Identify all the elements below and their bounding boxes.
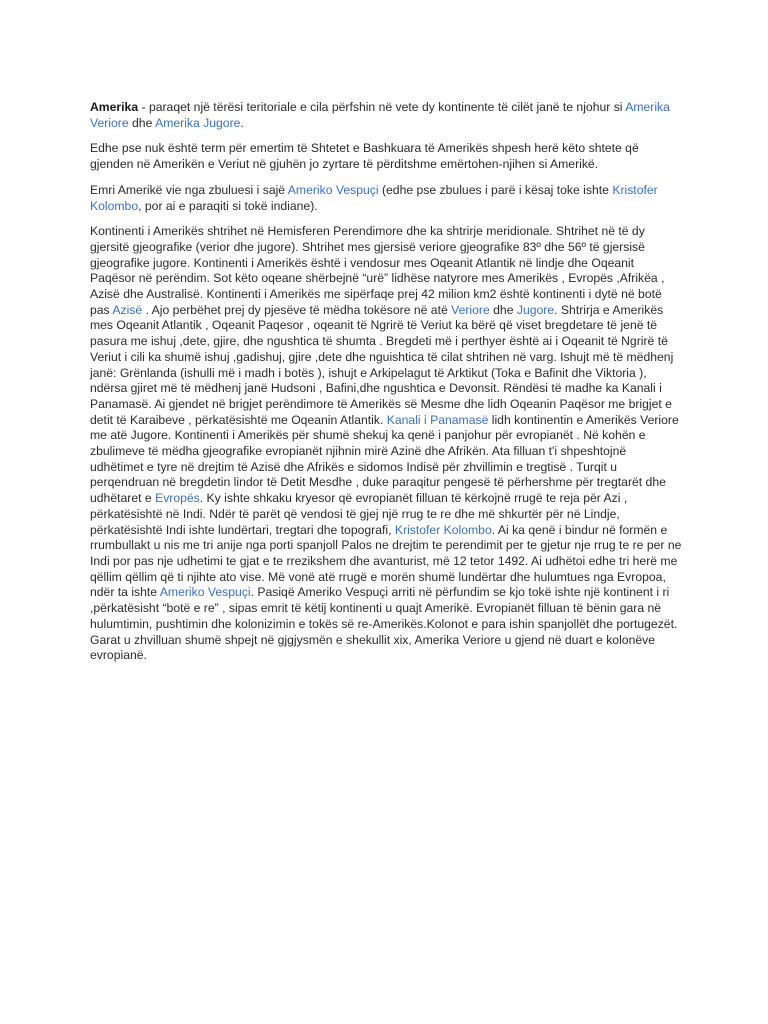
paragraph-text: Edhe pse nuk është term për emertim të Shtetet e Bashkuara të Amerikës shpesh herë këto shtete që gjenden në Amerikën e Veriut në gjuhën jo zyrtare të përditshme emërtohen-njihen si Amerikë. [90, 141, 639, 172]
paragraph-text: . Ai ka qenë i bindur në formën e rrumbullakt u nis me tri anije nga porti spanjoll Palos ne drejtim te perendimit per te gjetur nje rrug te re per ne Indi por pas nje udhetimi te gjat e te rrezikshem dhe avanturist, më 12 tetor 1492. Ai udhëtoi edhe tri herë me qëllim qëllim që ti njihte ato vise. Më vonë atë rrugë e morën shumë lundërtar dhe hulumtues nga Evropoa, ndër ta ishte [90, 522, 682, 600]
article-link[interactable]: Kristofer Kolombo [90, 182, 658, 213]
article-link[interactable]: Ameriko Vespuçi [159, 585, 251, 600]
article-link[interactable]: Kristofer Kolombo [394, 522, 492, 537]
paragraph-text: . Ky ishte shkaku kryesor që evropianët filluan të kërkojnë rrugë te reja për Azi , përkatësishtë në Indi. Ndër të parët që vendosi të gjej një rrug te re dhe më shkurtër për në Lindje, përkatësishtë Indi ishte lundërtari, tregtari dhe topografi, [90, 491, 628, 537]
paragraph-text: (edhe pse zbulues i parë i kësaj toke ishte [378, 182, 613, 197]
article-link[interactable]: Ameriko Vespuçi [287, 182, 379, 197]
paragraph-text: lidh kontinentin e Amerikës Veriore me atë Jugore. Kontinenti i Amerikës për shumë shekuj ka qenë i panjohur për evropianët . Në kohën e zbulimeve të mëdha gjeografike evropianët njihnin mirë Azinë dhe Afrikën. Ata filluan t'i shpeshtojnë udhëtimet e tyre në drejtim të Azisë dhe Afrikës e sidomos Indisë për zhvillimin e tregtisë . Turqit u perqendruan në bregdetin lindor të Detit Mesdhe , duke paraqitur pengesë të përhershme për tregtarët dhe udhëtaret e [90, 412, 679, 506]
article-link[interactable]: Veriore [451, 302, 490, 317]
paragraph-text: . [240, 115, 244, 130]
article-link[interactable]: Jugore [516, 302, 555, 317]
paragraph-text: Emri Amerikë vie nga zbuluesi i sajë [90, 182, 288, 197]
article-link[interactable]: Amerika Veriore [90, 100, 670, 130]
paragraph-text: . Shtrirja e Amerikës mes Oqeanit Atlantik , Oqeanit Paqesor , oqeanit të Ngrirë të Veriut ka bërë që viset bregdetare të jenë të pasura me ishuj ,dete, gjire, dhe ngushtica të shumta . Bregdeti më i perthyer është ai i Oqeanit të Ngrirë të Veriut i cili ka shumë ishuj ,gadishuj, gjire ,dete dhe nguishtica të cilat shtrihen në varg. Ishujt më të mëdhenj janë: Grënlanda (ishulli më i madh i botës ), ishujt e Arkipelagut të Arktikut (Toka e Bafinit dhe Viktoria ), ndërsa gjiret më të mëdhenj janë Hudsoni , Bafini,dhe ngushtica e Devonsit. Rëndësi të madhe ka Kanali i Panamasë. Ai gjendet në brigjet perëndimore të Amerikës së Mesme dhe lidh Oqeanin Paqësor me brigjet e detit të Karaibeve , përkatësishtë me Oqeanin Atlantik. [90, 302, 674, 427]
article-content [90, 100, 682, 664]
paragraph-text: - paraqet një tërësi teritoriale e cila përfshin në vete dy kontinente të cilët janë te njohur si [138, 100, 626, 114]
article-link[interactable]: Evropës [155, 491, 200, 506]
paragraph [90, 141, 682, 172]
paragraph-text: dhe [489, 302, 517, 317]
article-link[interactable]: Azisë [112, 302, 143, 317]
paragraph-text: dhe [128, 115, 156, 130]
article-link[interactable]: Kanali i Panamasë [386, 412, 489, 427]
document-body [90, 100, 682, 674]
paragraph-text: Kontinenti i Amerikës shtrihet në Hemisferen Perendimore dhe ka shtrirje meridionale. Shtrihet në të dy gjersitë gjeografike (verior dhe jugore). Shtrihet mes gjersisë veriore gjeografike 83º dhe 56º të gjersisë gjeografike jugore. Kontinenti i Amerikës është i vendosur mes Oqeanit Atlantik në lindje dhe Oqeanit Paqësor në perëndim. Sot këto oqeane shërbejnë “urë” lidhëse natyrore mes Amerikës , Evropës ,Afrikëa , Azisë dhe Australisë. Kontinenti i Amerikës me sipërfaqe prej 42 milion km2 është kontinenti i dytë në botë pas [90, 224, 665, 317]
article-title-term: Amerika [90, 100, 139, 114]
paragraph-text: . Pasiqë Ameriko Vespuçi arriti në përfundim se kjo tokë ishte një kontinent i ri ,përkatësisht “botë e re” , sipas emrit të këtij kontinenti u quajt Amerikë. Evropianët filluan të bënin gara në hulumtimin, pushtimin dhe kolonizimin e tokës së re-Amerikës.Kolonot e para ishin spanjollët dhe portugezët. Garat u zhvilluan shumë shpejt në gjgjysmën e shekullit xix, Amerika Veriore u gjend në duart e kolonëve evropianë. [90, 585, 678, 663]
paragraph [90, 224, 682, 664]
paragraph-text: , por ai e paraqiti si tokë indiane). [138, 198, 318, 213]
paragraph [90, 183, 682, 214]
article-link[interactable]: Amerika Jugore [155, 115, 241, 130]
paragraph [90, 100, 682, 131]
paragraph-text: . Ajo perbëhet prej dy pjesëve të mëdha tokësore në atë [142, 302, 452, 317]
